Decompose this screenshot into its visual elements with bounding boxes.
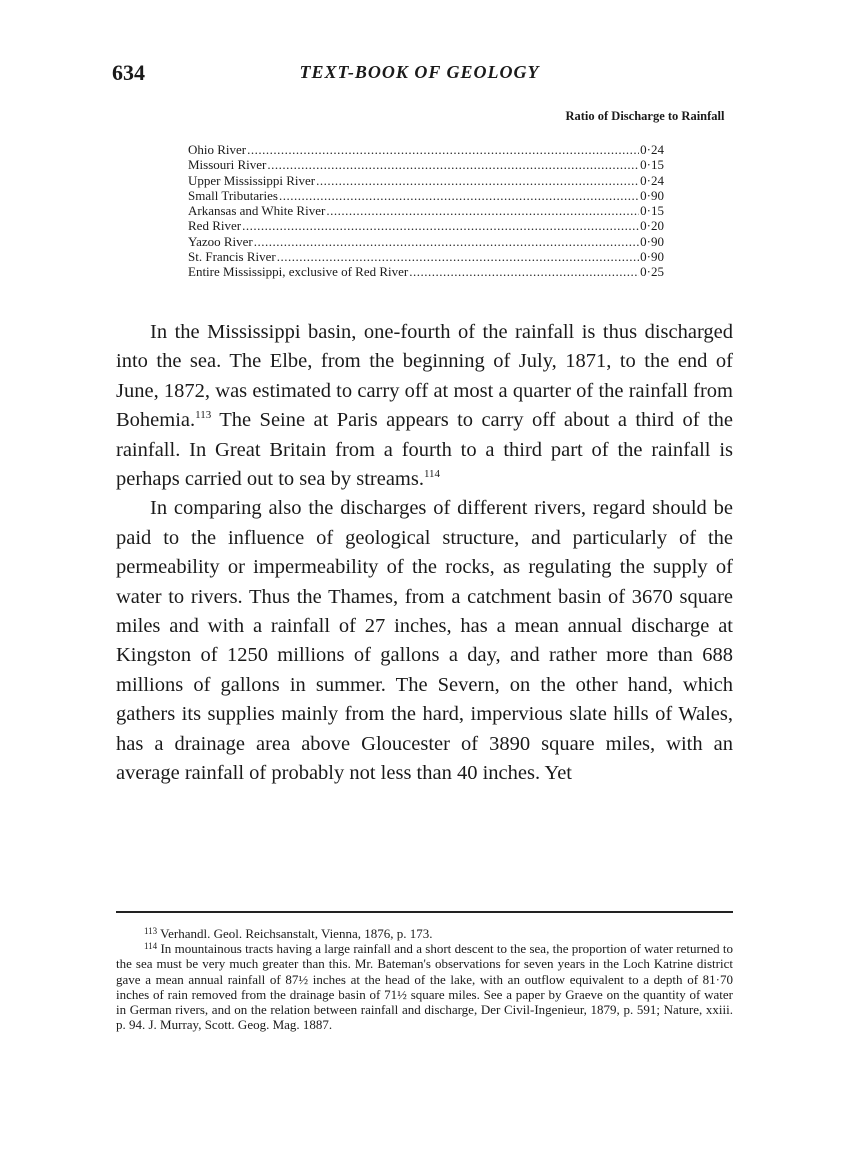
table-row <box>188 234 664 249</box>
paragraph: In comparing also the discharges of different rivers, regard should be paid to the influence of geological structure, and particularly of the permeability or impermeability of the rocks, as regulating the supply of water to rivers. Thus the Thames, from a catchment basin of 3670 square miles and with a rainfall of 27 inches, has a mean annual discharge at Kingston of 1250 millions of gallons a day, and rather more than 688 millions of gallons in summer. The Severn, on the other hand, which gathers its supplies mainly from the hard, impervious slate hills of Wales, has a drainage area above Gloucester of 3890 square miles, with an average rainfall of probably not less than 40 inches. Yet <box>116 497 733 785</box>
river-name: Yazoo River <box>188 233 253 249</box>
page-number: 634 <box>112 60 145 85</box>
leader-dots <box>247 142 639 157</box>
table-row <box>188 188 664 203</box>
footnote <box>116 941 733 1032</box>
footnote-ref: 114 <box>423 468 441 481</box>
river-name: Entire Mississippi, exclusive of Red River <box>188 264 409 280</box>
river-name: Ohio River <box>188 142 247 157</box>
ratio-value: 0·15 <box>640 157 664 173</box>
footnote-text: Verhandl. Geol. Reichsanstalt, Vienna, 1876, p. 173. <box>157 926 433 941</box>
table-row <box>188 157 664 172</box>
discharge-ratio-table <box>188 142 664 280</box>
paragraph <box>116 318 733 494</box>
footnotes <box>116 926 733 1032</box>
ratio-value: 0·20 <box>640 218 664 234</box>
leader-dots <box>254 234 639 249</box>
table-row <box>188 173 664 188</box>
table-row <box>188 264 664 279</box>
river-name: Arkansas and White River <box>188 203 326 219</box>
table-row <box>188 218 664 233</box>
leader-dots <box>279 188 639 203</box>
ratio-value: 0·90 <box>640 187 664 203</box>
paragraph-text: In the Mississippi basin, one-fourth of the rainfall is thus discharged into the sea. The Elbe, from the beginning of July, 1871, to the end of June, 1872, was estimated to carry off at most a quarter of the rainfall from Bohemia. <box>116 321 733 432</box>
footnote-marker: 114 <box>144 941 158 952</box>
river-name: Small Tributaries <box>188 187 278 203</box>
ratio-value: 0·90 <box>640 233 664 249</box>
river-name: Red River <box>188 218 242 234</box>
paragraph-text: The Seine at Paris appears to carry off about a third of the rainfall. In Great Britain from a fourth to a third part of the rainfall is perhaps carried out to sea by streams. <box>116 409 733 491</box>
footnote-divider <box>116 911 733 913</box>
leader-dots <box>316 173 639 188</box>
footnote-marker: 113 <box>144 926 158 936</box>
ratio-value: 0·24 <box>640 142 664 157</box>
river-name: St. Francis River <box>188 249 276 265</box>
river-name: Missouri River <box>188 157 267 173</box>
page-header <box>112 60 727 90</box>
leader-dots <box>326 203 639 218</box>
ratio-value: 0·90 <box>640 249 664 265</box>
footnote <box>116 926 733 941</box>
leader-dots <box>267 157 639 172</box>
table-row <box>188 142 664 157</box>
table-row <box>188 249 664 264</box>
ratio-value: 0·25 <box>640 264 664 280</box>
ratio-value: 0·15 <box>640 203 664 219</box>
table-row <box>188 203 664 218</box>
running-title: TEXT-BOOK OF GEOLOGY <box>299 62 540 82</box>
leader-dots <box>242 218 639 233</box>
footnote-text: In mountainous tracts having a large rainfall and a short descent to the sea, the proportion of water returned to the sea must be very much greater than this. Mr. Bateman's observations for seven years in the Loch Katrine district gave a mean annual rainfall of 87½ inches at the head of the lake, with an outflow equivalent to a depth of 81·70 inches of rain removed from the drainage basin of 71½ square miles. See a paper by Graeve on the quantity of water in German rivers, and on the relation between rainfall and discharge, Der Civil-Ingenieur, 1879, p. 591; Nature, xxiii. p. 94. J. Murray, Scott. Geog. Mag. 1887. <box>116 941 733 1033</box>
leader-dots <box>409 264 639 279</box>
leader-dots <box>277 249 639 264</box>
ratio-column-header: Ratio of Discharge to Rainfall <box>565 109 725 123</box>
footnote-ref: 113 <box>195 409 212 422</box>
body-text <box>116 318 733 789</box>
ratio-value: 0·24 <box>640 172 664 188</box>
river-name: Upper Mississippi River <box>188 172 316 188</box>
